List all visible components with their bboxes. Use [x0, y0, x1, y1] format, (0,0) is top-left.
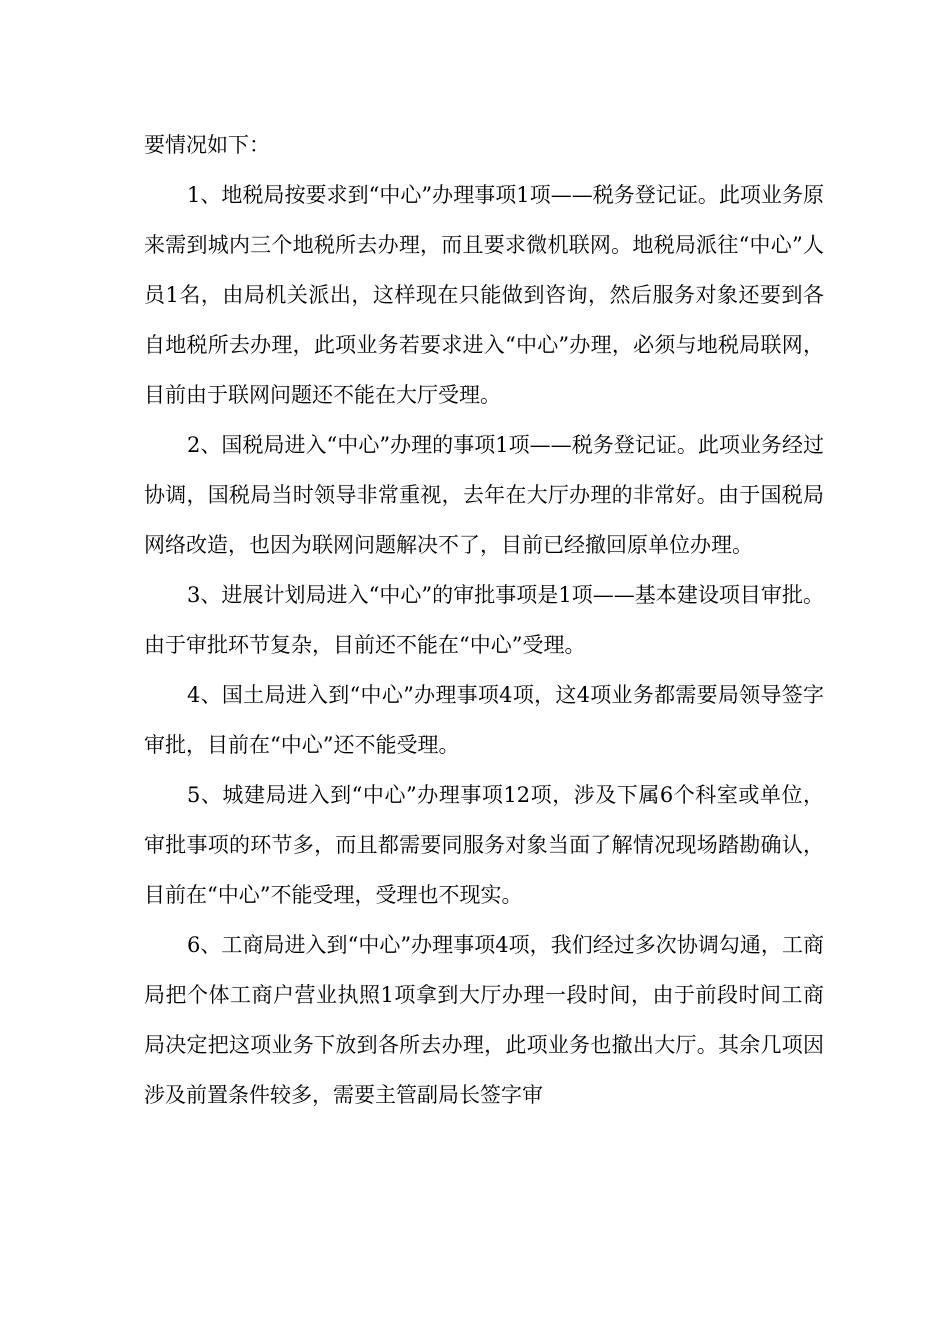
paragraph-item-4: 4、国土局进入到“中心”办理事项4项，这4项业务都需要局领导签字审批，目前在“中心”还不能受理。 [144, 683, 824, 757]
document-page [144, 120, 824, 1120]
paragraph-item-3: 3、进展计划局进入“中心”的审批事项是1项——基本建设项目审批。由于审批环节复杂，目前还不能在“中心”受理。 [144, 583, 824, 657]
paragraph-item-6: 6、工商局进入到“中心”办理事项4项，我们经过多次协调勾通，工商局把个体工商户营业执照1项拿到大厅办理一段时间，由于前段时间工商局决定把这项业务下放到各所去办理，此项业务也撤出大厅。其余几项因涉及前置条件较多，需要主管副局长签字审 [144, 933, 824, 1107]
paragraph-item-5: 5、城建局进入到“中心”办理事项12项，涉及下属6个科室或单位，审批事项的环节多，而且都需要同服务对象当面了解情况现场踏勘确认，目前在“中心”不能受理，受理也不现实。 [144, 783, 824, 907]
paragraph-item-1: 1、地税局按要求到“中心”办理事项1项——税务登记证。此项业务原来需到城内三个地税所去办理，而且要求微机联网。地税局派往“中心”人员1名，由局机关派出，这样现在只能做到咨询，然后服务对象还要到各自地税所去办理，此项业务若要求进入“中心”办理，必须与地税局联网，目前由于联网问题还不能在大厅受理。 [144, 183, 824, 407]
paragraph-item-2: 2、国税局进入“中心”办理的事项1项——税务登记证。此项业务经过协调，国税局当时领导非常重视，去年在大厅办理的非常好。由于国税局网络改造，也因为联网问题解决不了，目前已经撤回原单位办理。 [144, 433, 824, 557]
paragraph-intro: 要情况如下： [144, 133, 270, 157]
